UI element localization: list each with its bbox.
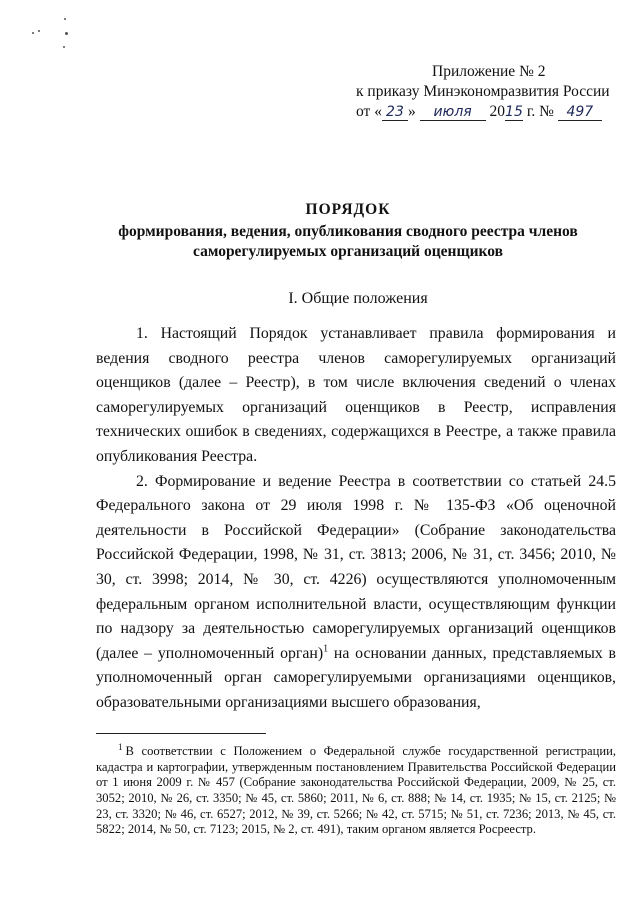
date-number-prefix: г. № [526,103,554,120]
document-body [96,322,616,716]
footnote-separator [96,733,266,734]
handwritten-month: июля [420,104,486,121]
scan-specks [28,18,88,58]
handwritten-number: 497 [558,104,602,121]
footnote [96,740,616,838]
paragraph-1: 1. Настоящий Порядок устанавливает правила формирования и ведения сводного реестра членов саморегулируемых организаций оценщиков (далее – Реестр), в том числе включения сведений о членах саморегулируемых организаций оценщиков в Реестр, исправления технических ошибок в сведениях, содержащихся в Реестре, а также правила опубликования Реестра. [96,325,616,465]
date-prefix: от « [356,103,382,120]
document-title [90,200,606,262]
paragraph-2-text: 2. Формирование и ведение Реестра в соответствии со статьей 24.5 Федерального закона от 29 июля 1998 г. № 135-ФЗ «Об оценочной деятельности в Российской Федерации» (Собрание законодательства Российской Федерации, 1998, № 31, ст. 3813; 2006, № 31, ст. 3456; 2010, № 30, ст. 3998; 2014, № 30, ст. 4226) осуществляются уполномоченным федеральным органом исполнительной власти, осуществляющим функции по надзору за деятельностью саморегулируемых организаций оценщиков (далее – уполномоченный орган) [96,472,616,662]
date-quote: » [407,103,416,120]
scan-speck [32,32,34,34]
paragraph-2-tail: на основании данных, представляемых в уполномоченный орган саморегулируемыми организациями оценщиков, образовательными организациями высшего образования, [96,644,616,711]
date-year-prefix: 20 [489,103,505,120]
footnote-text: В соответствии с Положением о Федеральной службе государственной регистрации, кадастра и картографии, утвержденным постановлением Правительства Российской Федерации от 1 июня 2009 г. № 457 (Собрание законодательства Российской Федерации, 2009, № 25, ст. 3052; 2010, № 26, ст. 3350; № 45, ст. 5860; 2011, № 6, ст. 888; № 14, ст. 1935; № 15, ст. 2125; № 23, ст. 3320; № 46, ст. 6527; 2012, № 39, ст. 5266; № 42, ст. 5715; № 51, ст. 7236; 2013, № 45, ст. 5822; 2014, № 50, ст. 7123; 2015, № 2, ст. 491), таким органом является Росреестр. [96,744,616,837]
appendix-header [356,62,616,122]
title-subtitle: формирования, ведения, опубликования сводного реестра членов саморегулируемых организаций оценщиков [118,223,578,260]
appendix-title: Приложение № 2 [432,63,546,80]
footnote-reference: 1 [323,643,329,655]
scan-speck [63,46,65,48]
handwritten-day: 23 [382,104,408,121]
footnote-mark: 1 [118,742,123,752]
paragraph-2 [96,470,616,716]
scan-speck [38,30,40,32]
title-main: ПОРЯДОК [305,201,391,218]
section-heading: I. Общие положения [288,290,428,307]
scan-speck [64,18,66,20]
scan-speck [65,32,68,35]
appendix-order-ref: к приказу Минэкономразвития России [356,83,610,100]
handwritten-year: 15 [505,104,523,120]
appendix-date-line [356,102,616,122]
